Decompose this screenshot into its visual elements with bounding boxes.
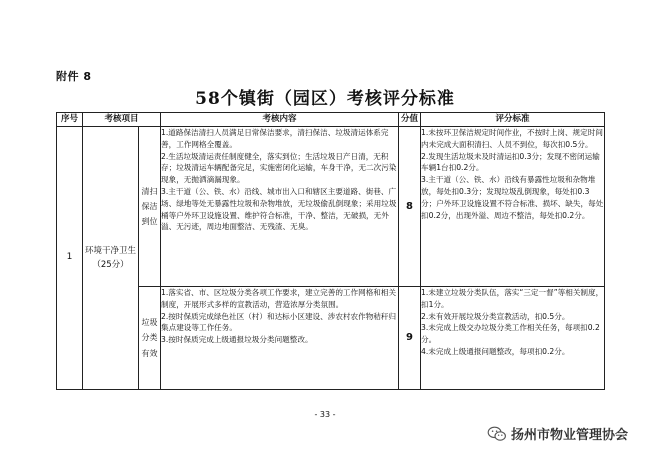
header-item: 考核项目 — [83, 113, 161, 127]
content-line: 2.按时保质完成绿色社区（村）和达标小区建设、涉农村农作物秸秆归集点建设等工作任务。 — [161, 311, 397, 333]
row-category: 环境干净卫生（25分） — [83, 127, 139, 390]
header-seq: 序号 — [57, 113, 83, 127]
sub-item-standard — [421, 287, 605, 390]
header-standard: 评分标准 — [421, 113, 605, 127]
sub-item-score: 8 — [399, 127, 421, 287]
table-header-row — [57, 113, 605, 127]
watermark-text: 扬州市物业管理协会 — [510, 428, 628, 443]
standard-line: 3.主干道（公、铁、水）沿线有暴露性垃圾和杂物堆放，每处扣0.3分；发现垃圾乱倒现象，每处扣0.3分；户外环卫设施设置不符合标准、损坏、缺失，每处扣0.2分，出现外溢、周边不整洁，每处扣0.2分。 — [421, 175, 604, 220]
sub-item-standard — [421, 127, 605, 287]
attachment-label: 附件 8 — [56, 70, 92, 83]
header-content: 考核内容 — [161, 113, 399, 127]
sub-item-content — [161, 127, 399, 287]
sub-item-name: 垃圾分类有效 — [139, 287, 161, 390]
page-number: - 33 - — [314, 410, 336, 419]
sub-item-content — [161, 287, 399, 390]
watermark — [487, 424, 628, 443]
standard-line: 1.未按环卫保洁规定时间作业，不按时上岗、规定时间内未完成大面积清扫、人员不到位，每次扣0.5分。 — [421, 128, 603, 149]
content-line: 3.按时保质完成上级通报垃圾分类问题整改。 — [161, 335, 313, 345]
row-seq: 1 — [57, 127, 83, 390]
standard-line: 3.未完成上级交办垃圾分类工作相关任务，每项扣0.2分。 — [421, 323, 600, 345]
header-score: 分值 — [399, 113, 421, 127]
sub-item-name: 清扫保洁到位 — [139, 127, 161, 287]
standard-line: 1.未建立垃圾分类队伍，落实“三定一督”等相关制度，扣1分。 — [421, 288, 604, 309]
wechat-icon — [487, 426, 507, 442]
standard-line: 2.发现生活垃圾未及时清运扣0.3分；发现不密闭运输车辆1台扣0.2分。 — [421, 151, 600, 173]
standard-line: 4.未完成上级通报问题整改，每项扣0.2分。 — [421, 347, 570, 356]
content-line: 3.主干道（公、铁、水）沿线、城市出入口和辖区主要道路、街巷、广场、绿地等处无暴露性垃圾和杂物堆放，无垃圾偷乱倒现象；采用垃圾桶等户外环卫设施设置、维护符合标准，干净、整洁，无破损，无外溢、无污迹，周边地面整洁、无残渣、无臭。 — [161, 187, 397, 232]
table-row — [57, 127, 605, 287]
table-row — [57, 287, 605, 390]
standard-line: 2.未有效开展垃圾分类宣教活动，扣0.5分。 — [421, 311, 570, 321]
assessment-table — [56, 112, 605, 390]
content-line: 2.生活垃圾清运责任制度健全，落实到位；生活垃圾日产日清，无积存；垃圾清运车辆配备完足，实施密闭化运输，车身干净，无二次污染现象，无抛洒滴漏现象。 — [161, 151, 397, 185]
content-line: 1.道路保洁清扫人员满足日常保洁要求，清扫保洁、垃圾清运体系完善，工作网格全覆盖。 — [161, 128, 389, 149]
page-title: 58个镇街（园区）考核评分标准 — [195, 89, 455, 109]
content-line: 1.落实省、市、区垃圾分类各项工作要求，建立完善的工作网格和相关制度，开展形式多样的宣教活动，营造浓厚分类氛围。 — [161, 288, 397, 309]
sub-item-score: 9 — [399, 287, 421, 390]
